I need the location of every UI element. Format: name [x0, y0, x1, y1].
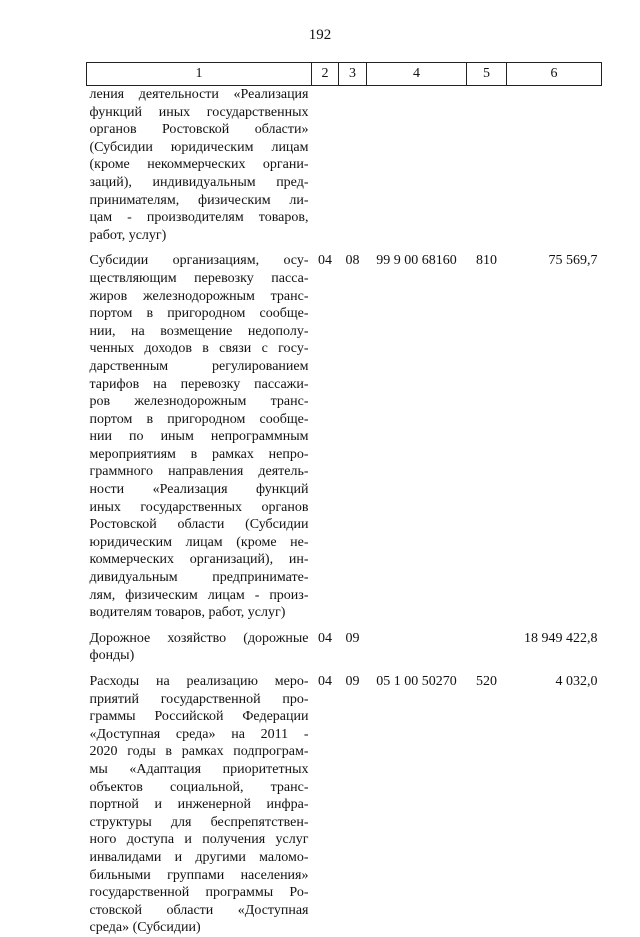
row-description [87, 252, 312, 621]
subsection-code: 09 [345, 630, 360, 646]
column-number-row [87, 63, 602, 86]
description-line: стовской области «Доступная [89, 902, 309, 918]
description-line: лям, физическим лицам - произ- [89, 587, 309, 603]
description-line: 2020 годы в рамках подпрограм- [89, 744, 309, 760]
description-line: принимателям, физическим ли- [89, 192, 309, 208]
description-line: коммерческих организаций), ин- [89, 552, 309, 568]
description-line: структуры для беспрепятствен- [89, 814, 309, 830]
target-article-code [367, 630, 467, 665]
amount: 75 569,7 [548, 253, 598, 269]
description-line: портом в пригородном сообще- [89, 306, 309, 322]
description-line: иных государственных органов [89, 499, 309, 515]
description-line: нии по иным непрограммным [89, 429, 309, 445]
description-line: (кроме некоммерческих органи- [89, 157, 309, 173]
description-line: фонды) [89, 648, 135, 664]
table-row [87, 673, 602, 937]
description-line: заций), индивидуальным пред- [89, 174, 309, 190]
section-code [312, 86, 339, 245]
subsection-code [339, 86, 367, 245]
description-line: ченных доходов в связи с госу- [89, 341, 309, 357]
description-line: Расходы на реализацию меро- [89, 674, 309, 689]
description-line: (Субсидии юридическим лицам [89, 139, 309, 155]
expense-type-code [467, 630, 507, 665]
target-article-code: 05 1 00 50270 [376, 674, 457, 689]
row-spacer [87, 244, 602, 252]
description-line: инвалидами и другими маломо- [89, 849, 309, 865]
amount [507, 86, 602, 245]
description-line: жиров железнодорожным транс- [89, 288, 309, 304]
description-line: функций иных государственных [89, 104, 309, 120]
table-row [87, 630, 602, 665]
expense-type-code: 520 [476, 674, 497, 689]
description-line: работ, услуг) [89, 227, 167, 243]
description-line: мы «Адаптация приоритетных [89, 761, 309, 777]
expense-type-code: 810 [476, 253, 497, 269]
row-description [87, 86, 312, 245]
section-code: 04 [318, 674, 332, 689]
row-spacer [87, 665, 602, 673]
description-line: ществляющим перевозку пасса- [89, 270, 309, 286]
table-row [87, 252, 602, 621]
description-line: портной и инженерной инфра- [89, 797, 309, 813]
column-number: 6 [507, 63, 602, 86]
description-line: государственной программы Ро- [89, 885, 309, 901]
row-description [87, 630, 312, 665]
target-article-code [367, 86, 467, 245]
description-line: среда» (Субсидии) [89, 920, 201, 936]
description-line: ления деятельности «Реализация [89, 87, 309, 102]
column-number: 5 [467, 63, 507, 86]
page-number: 192 [308, 27, 332, 43]
column-number: 3 [339, 63, 367, 86]
description-line: «Доступная среда» на 2011 - [89, 726, 309, 742]
column-number: 4 [367, 63, 467, 86]
column-number: 1 [87, 63, 312, 86]
description-line: граммы Российской Федерации [89, 709, 309, 725]
description-line: водителям товаров, работ, услуг) [89, 605, 286, 621]
section-code: 04 [318, 630, 332, 646]
description-line: граммного направления деятель- [89, 464, 309, 480]
description-line: органов Ростовской области» [89, 122, 309, 138]
description-line: объектов социальной, транс- [89, 779, 309, 795]
description-line: ного доступа и получения услуг [89, 832, 309, 848]
budget-table [86, 62, 602, 937]
row-description [87, 673, 312, 937]
description-line: юридическим лицам (кроме не- [89, 534, 309, 550]
description-line: бильными группами населения» [89, 867, 309, 883]
description-line: цам - производителям товаров, [89, 210, 309, 226]
description-line: тарифов на перевозку пассажи- [89, 376, 309, 392]
description-line: ров железнодорожным транс- [89, 394, 309, 410]
description-line: дивидуальным предпринимате- [89, 570, 309, 586]
amount: 4 032,0 [555, 674, 598, 689]
description-line: дарственным регулированием [89, 358, 309, 374]
column-number: 2 [312, 63, 339, 86]
subsection-code: 08 [345, 253, 360, 269]
description-line: ности «Реализация функций [89, 482, 309, 498]
description-line: Ростовской области (Субсидии [89, 517, 309, 533]
description-line: Субсидии организациям, осу- [89, 253, 309, 269]
target-article-code: 99 9 00 68160 [376, 253, 457, 269]
description-line: портом в пригородном сообще- [89, 411, 309, 427]
expense-type-code [467, 86, 507, 245]
description-line: нии, на возмещение недополу- [89, 323, 309, 339]
section-code: 04 [318, 253, 332, 269]
amount: 18 949 422,8 [524, 630, 598, 646]
subsection-code: 09 [345, 674, 360, 689]
description-line: Дорожное хозяйство (дорожные [89, 630, 309, 646]
description-line: приятий государственной про- [89, 691, 309, 707]
row-spacer [87, 622, 602, 630]
table-row [87, 86, 602, 245]
description-line: мероприятиям в рамках непро- [89, 446, 309, 462]
